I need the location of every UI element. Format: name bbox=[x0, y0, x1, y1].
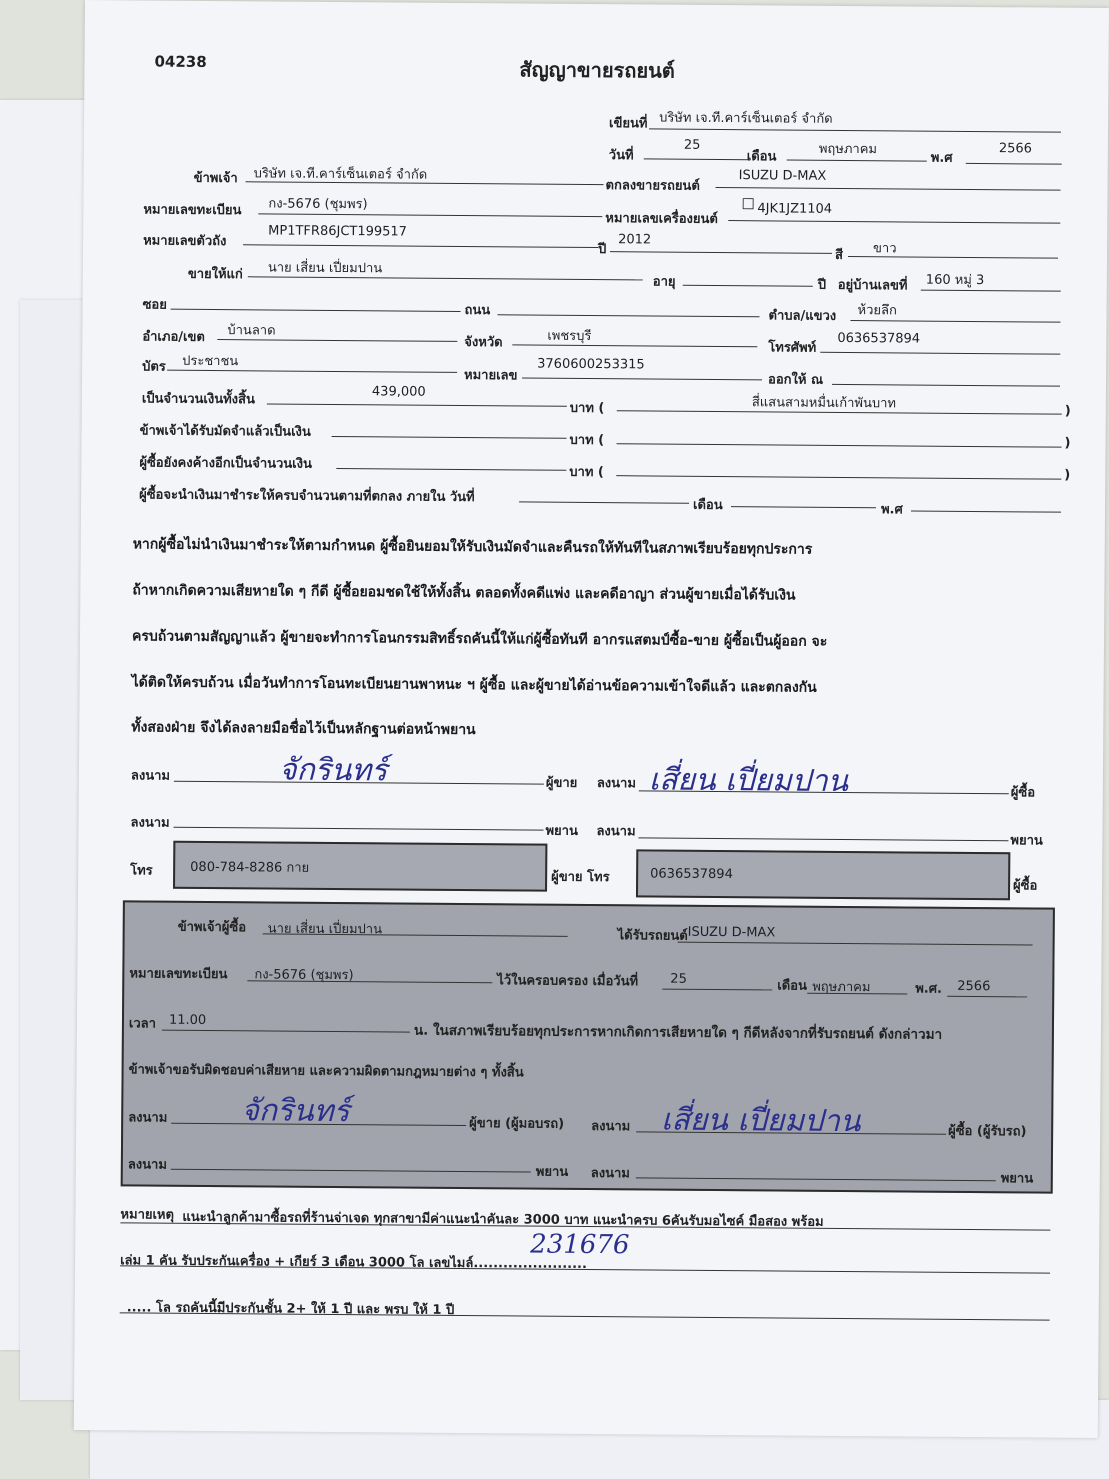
idcard-label: บัตร bbox=[142, 359, 166, 375]
province-value: เพชรบุรี bbox=[547, 328, 592, 344]
due-month-line bbox=[731, 506, 876, 508]
receipt-seller-signature: จักรินทร์ bbox=[241, 1093, 350, 1130]
idcard-type: ประชาชน bbox=[182, 353, 239, 370]
page-title: สัญญาขายรถยนต์ bbox=[519, 57, 675, 83]
sign-label: ลงนาม bbox=[130, 815, 170, 831]
terms-line: ครบถ้วนตามสัญญาแล้ว ผู้ขายจะทำการโอนกรรมสิทธิ์รถคันนี้ให้แก่ผู้ซื้อทันที อากรแสตมป์ซื้อ-ขาย ผู้ซื้อเป็นผู้ออก จะ bbox=[131, 628, 828, 650]
total-line bbox=[267, 403, 567, 406]
receipt-year: 2566 bbox=[957, 978, 991, 995]
subdistrict-label: ตำบล/แขวง bbox=[768, 308, 837, 324]
written-at-label: เขียนที่ bbox=[608, 116, 648, 132]
terms-line: ถ้าหากเกิดความเสียหายใด ๆ กีดี ผู้ซื้อยอมชดใช้ให้ทั้งสิ้น ตลอดทั้งคดีแพ่ง และคดีอาญา ส่วนผู้ขายเมื่อได้รับเงิน bbox=[132, 582, 796, 604]
contract-document bbox=[74, 0, 1109, 1438]
date-day-line bbox=[644, 158, 749, 160]
date-year-line bbox=[966, 163, 1062, 165]
terms-line: ได้ติดให้ครบถ้วน เมื่อวันทำการโอนทะเบียนยานพาหนะ ฯ ผู้ซื้อ และผู้ขายได้อ่านข้อความเข้าใจดีแล้ว และตกลงกัน bbox=[131, 674, 817, 696]
total-label: เป็นจำนวนเงินทั้งสิ้น bbox=[141, 391, 255, 408]
receipt-witness-role: พยาน bbox=[1000, 1171, 1034, 1187]
registration-label: หมายเลขทะเบียน bbox=[143, 202, 242, 219]
idcard-type-line bbox=[167, 370, 457, 373]
subdistrict-line bbox=[851, 320, 1061, 323]
date-month-label: เดือน bbox=[746, 149, 777, 165]
notes-label: หมายเหตุ bbox=[120, 1207, 175, 1223]
sign-label: ลงนาม bbox=[596, 824, 636, 840]
district-label: อำเภอ/เขต bbox=[142, 329, 205, 345]
total-baht-label: บาท ( bbox=[569, 400, 605, 417]
date-month: พฤษภาคม bbox=[818, 141, 878, 158]
car-model-line bbox=[716, 187, 1061, 191]
notes-line1: แนะนำลูกค้ามาซื้อรถที่ร้านจ่าเจด ทุกสาขามีค่าแนะนำคันละ 3000 บาท แนะนำครบ 6คันรับมอไซค์ มือสอง พร้อม bbox=[182, 1209, 824, 1230]
road-label: ถนน bbox=[464, 302, 491, 319]
car-model: ISUZU D-MAX bbox=[738, 168, 827, 184]
road-line bbox=[498, 314, 760, 317]
date-year: 2566 bbox=[998, 141, 1033, 157]
receipt-reg: กง-5676 (ชุมพร) bbox=[254, 967, 354, 984]
issued-line bbox=[832, 384, 1060, 387]
date-day: 25 bbox=[683, 137, 701, 153]
district-line bbox=[217, 339, 457, 342]
phone-label: โทรศัพท์ bbox=[768, 340, 817, 356]
receipt-day: 25 bbox=[670, 971, 687, 987]
total-amount: 439,000 bbox=[371, 384, 426, 400]
seller-label: ข้าพเจ้า bbox=[193, 170, 238, 187]
sign-label: ลงนาม bbox=[130, 768, 171, 784]
witness-sign-line bbox=[174, 827, 544, 831]
remaining-close: ) bbox=[1064, 467, 1071, 483]
receipt-year-label: พ.ศ. bbox=[915, 981, 943, 997]
deposit-line bbox=[332, 436, 567, 439]
idcard-number: 3760600253315 bbox=[537, 356, 645, 373]
due-year-label: พ.ศ bbox=[880, 502, 903, 518]
date-year-label: พ.ศ bbox=[930, 150, 953, 166]
idcard-number-line bbox=[522, 377, 762, 380]
remaining-text-line bbox=[616, 475, 1061, 479]
terms-line: ทั้งสองฝ่าย จึงได้ลงลายมือชื่อไว้เป็นหลักฐานต่อหน้าพยาน bbox=[131, 719, 476, 739]
deposit-label: ข้าพเจ้าได้รับมัดจำแล้วเป็นเงิน bbox=[139, 423, 311, 440]
checkbox-icon: ☐ bbox=[741, 195, 755, 214]
registration-line bbox=[258, 213, 602, 217]
deposit-close: ) bbox=[1064, 435, 1071, 451]
received-model: ISUZU D-MAX bbox=[687, 924, 776, 941]
due-text: ผู้ซื้อจะนำเงินมาชำระให้ครบจำนวนตามที่ตกลง ภายใน วันที่ bbox=[139, 487, 475, 506]
chassis-line bbox=[243, 244, 598, 248]
engine-number: 4JK1JZ1104 bbox=[757, 201, 833, 217]
agree-label: ตกลงขายรถยนต์ bbox=[605, 178, 700, 194]
remaining-baht-label: บาท ( bbox=[569, 464, 604, 481]
soi-label: ซอย bbox=[142, 297, 167, 313]
chassis-label: หมายเลขตัวถัง bbox=[143, 233, 227, 250]
address-label: อยู่บ้านเลขที่ bbox=[837, 277, 908, 294]
liability-text: ข้าพเจ้าขอรับผิดชอบค่าเสียหาย และความผิดตามกฎหมายต่าง ๆ ทั้งสิ้น bbox=[128, 1062, 524, 1081]
buyer-line bbox=[248, 276, 643, 280]
buyer-role: ผู้ซื้อ bbox=[1010, 785, 1036, 801]
receipt-buyer-role: ผู้ซื้อ (ผู้รับรถ) bbox=[948, 1123, 1027, 1140]
receipt-buyer: นาย เสี่ยน เปี่ยมปาน bbox=[267, 921, 383, 938]
car-year: 2012 bbox=[618, 232, 652, 248]
deposit-text-line bbox=[617, 443, 1062, 447]
district-value: บ้านลาด bbox=[227, 323, 276, 339]
buyer-name: นาย เสี่ยน เปี่ยมปาน bbox=[267, 260, 383, 277]
seller-phone-role: ผู้ขาย โทร bbox=[551, 869, 610, 886]
seller-signature: จักรินทร์ bbox=[278, 752, 388, 789]
receipt-witness-role: พยาน bbox=[535, 1164, 569, 1180]
witness-sign-line bbox=[638, 837, 1008, 841]
sign-label: ลงนาม bbox=[591, 1119, 631, 1135]
age-label: อายุ bbox=[652, 274, 676, 290]
province-line bbox=[512, 344, 757, 347]
remaining-label: ผู้ซื้อยังคงค้างอีกเป็นจำนวนเงิน bbox=[139, 455, 312, 472]
subdistrict-value: ห้วยลึก bbox=[857, 303, 897, 319]
due-year-line bbox=[911, 511, 1061, 513]
car-year-line bbox=[610, 251, 832, 254]
receipt-buyer-label: ข้าพเจ้าผู้ซื้อ bbox=[177, 919, 247, 936]
document-number: 04238 bbox=[154, 52, 207, 71]
address-number: 160 หมู่ 3 bbox=[925, 272, 985, 289]
witness-role: พยาน bbox=[1010, 833, 1043, 849]
car-color-label: สี bbox=[834, 247, 844, 263]
receipt-reg-label: หมายเลขทะเบียน bbox=[129, 966, 228, 983]
age-unit: ปี bbox=[817, 277, 827, 293]
notes-line2: เล่ม 1 คัน รับประกันเครื่อง + เกียร์ 3 เดือน 3000 โล เลขไมล์....................... bbox=[120, 1253, 588, 1272]
chassis-number: MP1TFR86JCT199517 bbox=[268, 223, 408, 240]
written-at-value: บริษัท เจ.ที.คาร์เซ็นเตอร์ จำกัด bbox=[659, 110, 833, 127]
sign-label: ลงนาม bbox=[127, 1157, 167, 1173]
address-line bbox=[921, 290, 1061, 292]
seller-phone: 080-784-8286 กาย bbox=[190, 859, 310, 876]
buyer-label: ขายให้แก่ bbox=[187, 266, 243, 283]
seller-role: ผู้ขาย bbox=[545, 775, 578, 791]
time-label: เวลา bbox=[128, 1016, 157, 1032]
sign-label: ลงนาม bbox=[128, 1110, 168, 1126]
date-month-line bbox=[787, 160, 927, 162]
total-close: ) bbox=[1064, 403, 1071, 419]
seller-value: บริษัท เจ.ที.คาร์เซ็นเตอร์ จำกัด bbox=[253, 166, 428, 183]
buyer-phone-role: ผู้ซื้อ bbox=[1013, 878, 1038, 894]
receipt-seller-role: ผู้ขาย (ผู้มอบรถ) bbox=[469, 1116, 565, 1132]
receipt-month-label: เดือน bbox=[777, 978, 807, 994]
buyer-signature: เสี่ยน เปี่ยมปาน bbox=[648, 762, 849, 800]
province-label: จังหวัด bbox=[464, 334, 503, 351]
buyer-phone: 0636537894 bbox=[650, 866, 733, 883]
soi-line bbox=[171, 309, 461, 312]
idcard-number-label: หมายเลข bbox=[464, 367, 518, 384]
car-color: ขาว bbox=[873, 241, 897, 257]
phone-label: โทร bbox=[130, 863, 153, 879]
deposit-baht-label: บาท ( bbox=[569, 432, 605, 449]
mileage-handwritten: 231676 bbox=[530, 1229, 630, 1261]
due-month-label: เดือน bbox=[692, 497, 723, 514]
age-line bbox=[683, 285, 813, 287]
receipt-time: 11.00 bbox=[168, 1012, 207, 1028]
terms-line: หากผู้ซื้อไม่นำเงินมาชำระให้ตามกำหนด ผู้ซื้อยินยอมให้รับเงินมัดจำและคืนรถให้ทันทีในสภาพเรียบร้อยทุกประการ bbox=[132, 536, 813, 558]
receipt-buyer-signature: เสี่ยน เปี่ยมปาน bbox=[661, 1102, 861, 1140]
phone-line bbox=[820, 352, 1060, 355]
written-at-line bbox=[649, 128, 1061, 132]
date-day-label: วันที่ bbox=[608, 148, 634, 164]
sign-label: ลงนาม bbox=[596, 776, 636, 792]
receipt-month: พฤษภาคม bbox=[812, 979, 871, 996]
witness-role: พยาน bbox=[545, 823, 578, 839]
received-label: ได้รับรถยนต์ bbox=[617, 928, 688, 944]
sign-label: ลงนาม bbox=[590, 1166, 630, 1182]
possession-label: ไว้ในครอบครอง เมื่อวันที่ bbox=[497, 973, 639, 990]
notes-line3: ..... โล รถคันนี้มีประกันชั้น 2+ ให้ 1 ปี และ พรบ ให้ 1 ปี bbox=[126, 1300, 455, 1318]
engine-label: หมายเลขเครื่องยนต์ bbox=[605, 211, 718, 227]
total-text: สี่แสนสามหมื่นเก้าพันบาท bbox=[751, 395, 897, 412]
phone-value: 0636537894 bbox=[837, 330, 921, 347]
engine-line bbox=[728, 220, 1060, 224]
registration-value: กง-5676 (ชุมพร) bbox=[268, 196, 368, 213]
condition-text: น. ในสภาพเรียบร้อยทุกประการหากเกิดการเสียหายใด ๆ กีดีหลังจากที่รับรถยนต์ ดังกล่าวมา bbox=[413, 1022, 943, 1043]
remaining-line bbox=[336, 468, 566, 471]
car-year-label: ปี bbox=[597, 242, 607, 258]
due-day-line bbox=[519, 501, 689, 503]
issued-label: ออกให้ ณ bbox=[767, 372, 824, 388]
